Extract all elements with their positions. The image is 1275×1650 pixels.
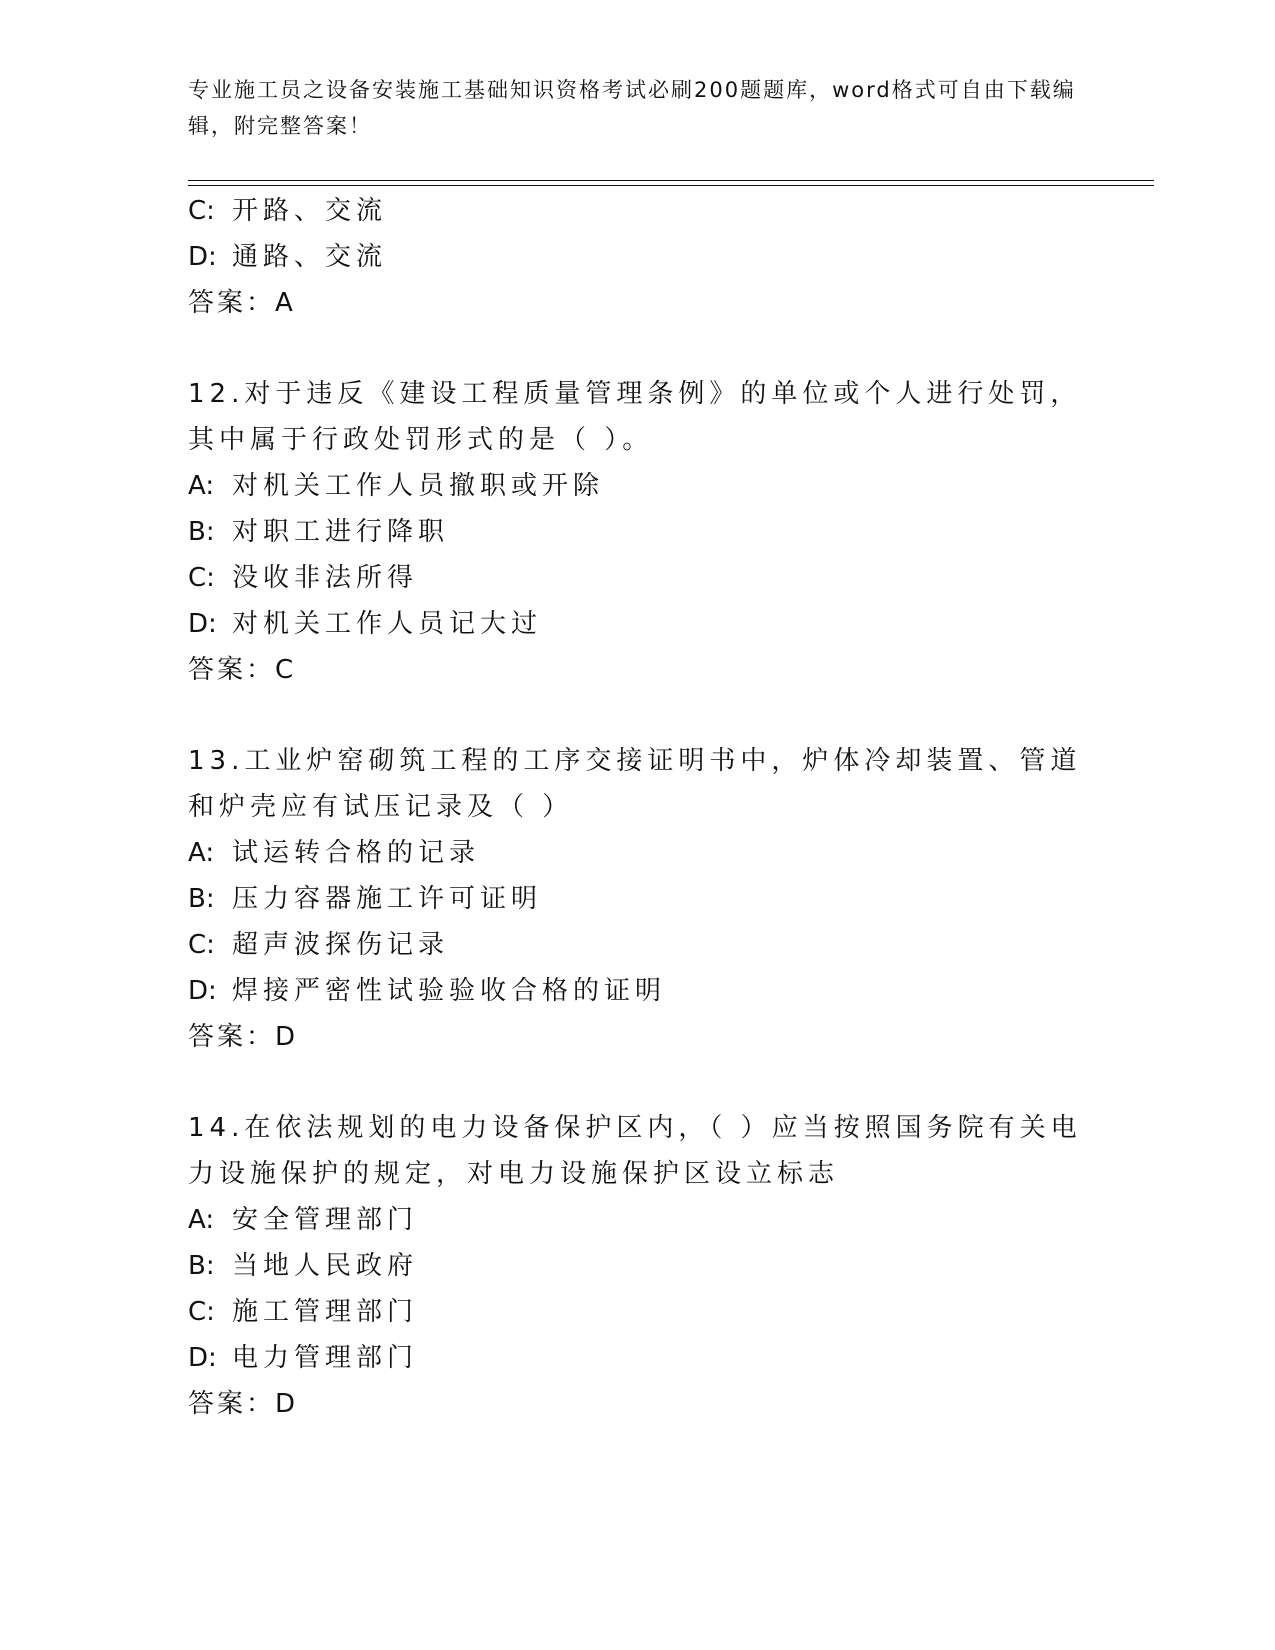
option-d — [188, 601, 1088, 647]
option-key: C: — [188, 196, 215, 226]
header-divider-top — [188, 180, 1154, 181]
option-key: D: — [188, 609, 217, 639]
question-14 — [188, 1105, 1088, 1427]
option-key: D: — [188, 1343, 217, 1373]
header-title: 专业施工员之设备安装施工基础知识资格考试必刷200题题库，word格式可自由下载编辑，附完整答案！ — [188, 78, 1076, 138]
option-key: D: — [188, 976, 217, 1006]
option-d — [188, 968, 1088, 1014]
option-a — [188, 830, 1088, 876]
option-key: A: — [188, 838, 215, 868]
question-text: 14.在依法规划的电力设备保护区内，（ ）应当按照国务院有关电力设施保护的规定，对电力设施保护区设立标志 — [188, 1113, 1082, 1189]
answer-line: 答案：D — [188, 1389, 299, 1419]
option-text: 压力容器施工许可证明 — [232, 884, 543, 914]
answer-line: 答案：C — [188, 655, 297, 685]
option-text: 对职工进行降职 — [232, 517, 450, 547]
option-key: A: — [188, 471, 215, 501]
option-c — [188, 1289, 1088, 1335]
spacer — [188, 326, 1088, 371]
header-divider-bottom — [188, 185, 1154, 186]
questions-content — [188, 188, 1088, 1427]
option-a — [188, 463, 1088, 509]
option-d — [188, 234, 1088, 280]
answer-line: 答案：A — [188, 288, 296, 318]
option-key: D: — [188, 242, 217, 272]
option-b — [188, 876, 1088, 922]
option-text: 对机关工作人员撤职或开除 — [232, 471, 605, 501]
spacer — [188, 1060, 1088, 1105]
option-d — [188, 1335, 1088, 1381]
option-key: B: — [188, 1251, 215, 1281]
option-b — [188, 509, 1088, 555]
option-text: 超声波探伤记录 — [232, 930, 450, 960]
option-text: 开路、交流 — [232, 196, 388, 226]
option-text: 没收非法所得 — [232, 563, 419, 593]
option-c — [188, 922, 1088, 968]
answer-line: 答案：D — [188, 1022, 299, 1052]
option-a — [188, 1197, 1088, 1243]
question-11-continued — [188, 188, 1088, 326]
option-key: C: — [188, 1297, 215, 1327]
option-text: 试运转合格的记录 — [232, 838, 481, 868]
option-b — [188, 1243, 1088, 1289]
option-key: B: — [188, 517, 215, 547]
option-text: 通路、交流 — [232, 242, 388, 272]
option-key: B: — [188, 884, 215, 914]
option-text: 焊接严密性试验验收合格的证明 — [232, 976, 667, 1006]
question-text: 12.对于违反《建设工程质量管理条例》的单位或个人进行处罚，其中属于行政处罚形式的是（ ）。 — [188, 379, 1082, 455]
spacer — [188, 693, 1088, 738]
document-header — [188, 72, 1088, 144]
option-key: A: — [188, 1205, 215, 1235]
question-13 — [188, 738, 1088, 1060]
option-text: 安全管理部门 — [232, 1205, 419, 1235]
option-text: 施工管理部门 — [232, 1297, 419, 1327]
question-text: 13.工业炉窑砌筑工程的工序交接证明书中，炉体冷却装置、管道和炉壳应有试压记录及（ ） — [188, 746, 1082, 822]
option-text: 对机关工作人员记大过 — [232, 609, 543, 639]
option-c — [188, 188, 1088, 234]
question-12 — [188, 371, 1088, 693]
option-key: C: — [188, 563, 215, 593]
option-c — [188, 555, 1088, 601]
option-key: C: — [188, 930, 215, 960]
option-text: 当地人民政府 — [232, 1251, 419, 1281]
option-text: 电力管理部门 — [232, 1343, 419, 1373]
